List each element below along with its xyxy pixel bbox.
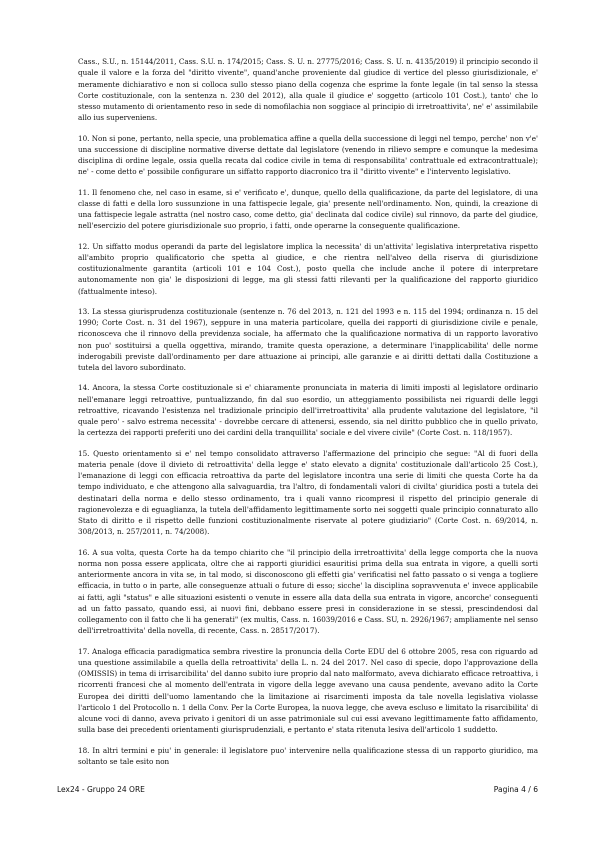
paragraph: 13. La stessa giurisprudenza costituzionale (sentenze n. 76 del 2013, n. 121 del 1993 e n. 115 del 1994; ordinanza n. 15 del 1990; Corte Cost. n. 31 del 1967), seppure in una materia particolare, quella dei rapporti di giurisdizione civile e penale, riconosceva che il rinnovo della previdenza sociale, ha affermato che la qualificazione normativa di un rapporto lavorativo non puo' sostituirsi a quella oggettiva, mirando, tramite questa operazione, a determinare l'inapplicabilita' delle norme inderogabili previste dall'ordinamento per dare attuazione ai principi, alle garanzie e ai diritti dettati dalla Costituzione a tutela del lavoro subordinato. — [78, 306, 538, 372]
page-number: Pagina 4 / 6 — [493, 785, 538, 794]
paragraph: Cass., S.U., n. 15144/2011, Cass. S.U. n. 174/2015; Cass. S. U. n. 27775/2016; Cass. S. U. n. 4135/2019) il principio secondo il quale il valore e la forza del "diritto vivente", quand'anche proveniente dal giudice di vertice del plesso giurisdizionale, e' meramente dichiarativo e non si colloca sullo stesso piano della cogenza che esprime la fonte legale (in tal senso la stessa Corte costituzionale, con la sentenza n. 230 del 2012), alla quale il giudice e' soggetto (articolo 101 Cost.), tanto' che lo stesso mutamento di orientamento reso in sede di nomofilachia non soggiace al principio di irretroattivita', ne' e' assimilabile allo ius superveniens. — [78, 57, 538, 123]
paragraph: 15. Questo orientamento si e' nel tempo consolidato attraverso l'affermazione del principio che segue: "Al di fuori della materia penale (dove il divieto di retroattivita' della legge e' stato elevato a dignita' costituzionale dall'articolo 25 Cost.), l'emanazione di leggi con efficacia retroattiva da parte del legislatore incontra una serie di limiti che questa Corte ha da tempo individuato, e che attengono alla salvaguardia, tra l'altro, di fondamentali valori di civilta' giuridica posti a tutela dei destinatari della norma e dello stesso ordinamento, tra i quali vanno ricompresi il rispetto del principio generale di ragionevolezza e di eguaglianza, la tutela dell'affidamento legittimamente sorto nei soggetti quale principio connaturato allo Stato di diritto e il rispetto delle funzioni costituzionalmente riservate al potere giudiziario" (Corte Cost. n. 69/2014, n. 308/2013, n. 257/2011, n. 74/2008). — [78, 448, 538, 537]
paragraph: 14. Ancora, la stessa Corte costituzionale si e' chiaramente pronunciata in materia di limiti imposti al legislatore ordinario nell'emanare leggi retroattive, puntualizzando, fin dal suo esordio, un atteggiamento possibilista nei riguardi delle leggi retroattive, ricavando l'esistenza nel tradizionale principio dell'irretroattivita' alla prudente valutazione del legislatore, "il quale pero' - salvo estrema necessita' - dovrebbe cercare di attenersi, essendo, sia nel diritto pubblico che in quello privato, la certezza dei rapporti preferiti uno dei cardini della tranquillita' sociale e del vivere civile" (Corte Cost. n. 118/1957). — [78, 383, 538, 438]
paragraph: 18. In altri termini e piu' in generale: il legislatore puo' intervenire nella qualificazione stessa di un rapporto giuridico, ma soltanto se tale esito non — [78, 745, 538, 766]
paragraph: 10. Non si pone, pertanto, nella specie, una problematica affine a quella della successione di leggi nel tempo, perche' non v'e' una successione di discipline normative diverse dettate dal legislatore (venendo in rilievo sempre e comunque la medesima disciplina di ordine legale, ossia quella recata dal codice civile in tema di responsabilita' contrattuale ed extracontrattuale); ne' - come detto e' possibile configurare un siffatto rapporto diacronico tra il "diritto vivente" e l'intervento legislativo. — [78, 133, 538, 177]
paragraph: 12. Un siffatto modus operandi da parte del legislatore implica la necessita' di un'attivita' legislativa interpretativa rispetto all'ambito proprio qualificatorio che spetta al giudice, e che rientra nell'alveo della riserva di giurisdizione costituzionalmente garantita (articoli 101 e 104 Cost.), posto quella che include anche il potere di interpretare autonomamente non gia' le disposizioni di legge, ma gli stessi fatti rilevanti per la qualificazione del rapporto giuridico (fattualmente inteso). — [78, 241, 538, 296]
document-body — [78, 56, 538, 776]
page-footer — [57, 785, 538, 794]
footer-source: Lex24 - Gruppo 24 ORE — [57, 785, 145, 794]
paragraph: 16. A sua volta, questa Corte ha da tempo chiarito che "il principio della irretroattivita' della legge comporta che la nuova norma non possa essere applicata, oltre che ai rapporti giuridici esauritisi prima della sua entrata in vigore, a quelli sorti anteriormente ancora in vita se, in tal modo, si disconoscono gli effetti gia' verificatisi nel fatto passato o si venga a togliere efficacia, in tutto o in parte, alle conseguenze attuali o future di esso; sicche' la disciplina sopravvenuta e' invece applicabile ai fatti, agli "status" e alle situazioni esistenti o venute in essere alla data della sua entrata in vigore, ancorche' conseguenti ad un fatto passato, quando essi, ai nuovi fini, debbano essere presi in considerazione in se stessi, prescindendosi dal collegamento con il fatto che li ha generati" (ex multis, Cass. n. 16039/2016 e Cass. SU, n. 2926/1967; ampliamente nel senso dell'irretroattivita' della novella, di recente, Cass. n. 28517/2017). — [78, 547, 538, 636]
paragraph: 17. Analoga efficacia paradigmatica sembra rivestire la pronuncia della Corte EDU del 6 ottobre 2005, resa con riguardo ad una questione assimilabile a quella della retroattivita' della L. n. 24 del 2017. Nel caso di specie, dopo l'approvazione della (OMISSIS) in tema di irrisarcibilita' del danno subito iure proprio dal nato malformato, aveva dichiarato efficace retroattiva, i ricorrenti francesi che al momento dell'entrata in vigore della legge avevano una causa pendente, avevano adito la Corte Europea dei diritti dell'uomo lamentando che la limitazione ai risarcimenti imposta da tale novella legislativa violasse l'articolo 1 del Protocollo n. 1 della Conv. Per la Corte Europea, la nuova legge, che aveva escluso e limitato la risarcibilita' di alcune voci di danno, aveva privato i genitori di un asse patrimoniale sul cui essi avevano legittimamente fatto affidamento, sulla base dei precedenti orientamenti giurisprudenziali, e pertanto e' stata ritenuta lesiva dell'articolo 1 suddetto. — [78, 646, 538, 735]
paragraph: 11. Il fenomeno che, nel caso in esame, si e' verificato e', dunque, quello della qualificazione, da parte del legislatore, di una classe di fatti e della loro sussunzione in una fattispecie legale, gia' presente nell'ordinamento. Non, quindi, la creazione di una fattispecie legale astratta (nel nostro caso, come detto, gia' declinata dal codice civile) sul rinnovo, da parte del giudice, nell'esercizio del potere giurisdizionale suo proprio, i fatti, onde operarne la conseguente qualificazione. — [78, 187, 538, 231]
